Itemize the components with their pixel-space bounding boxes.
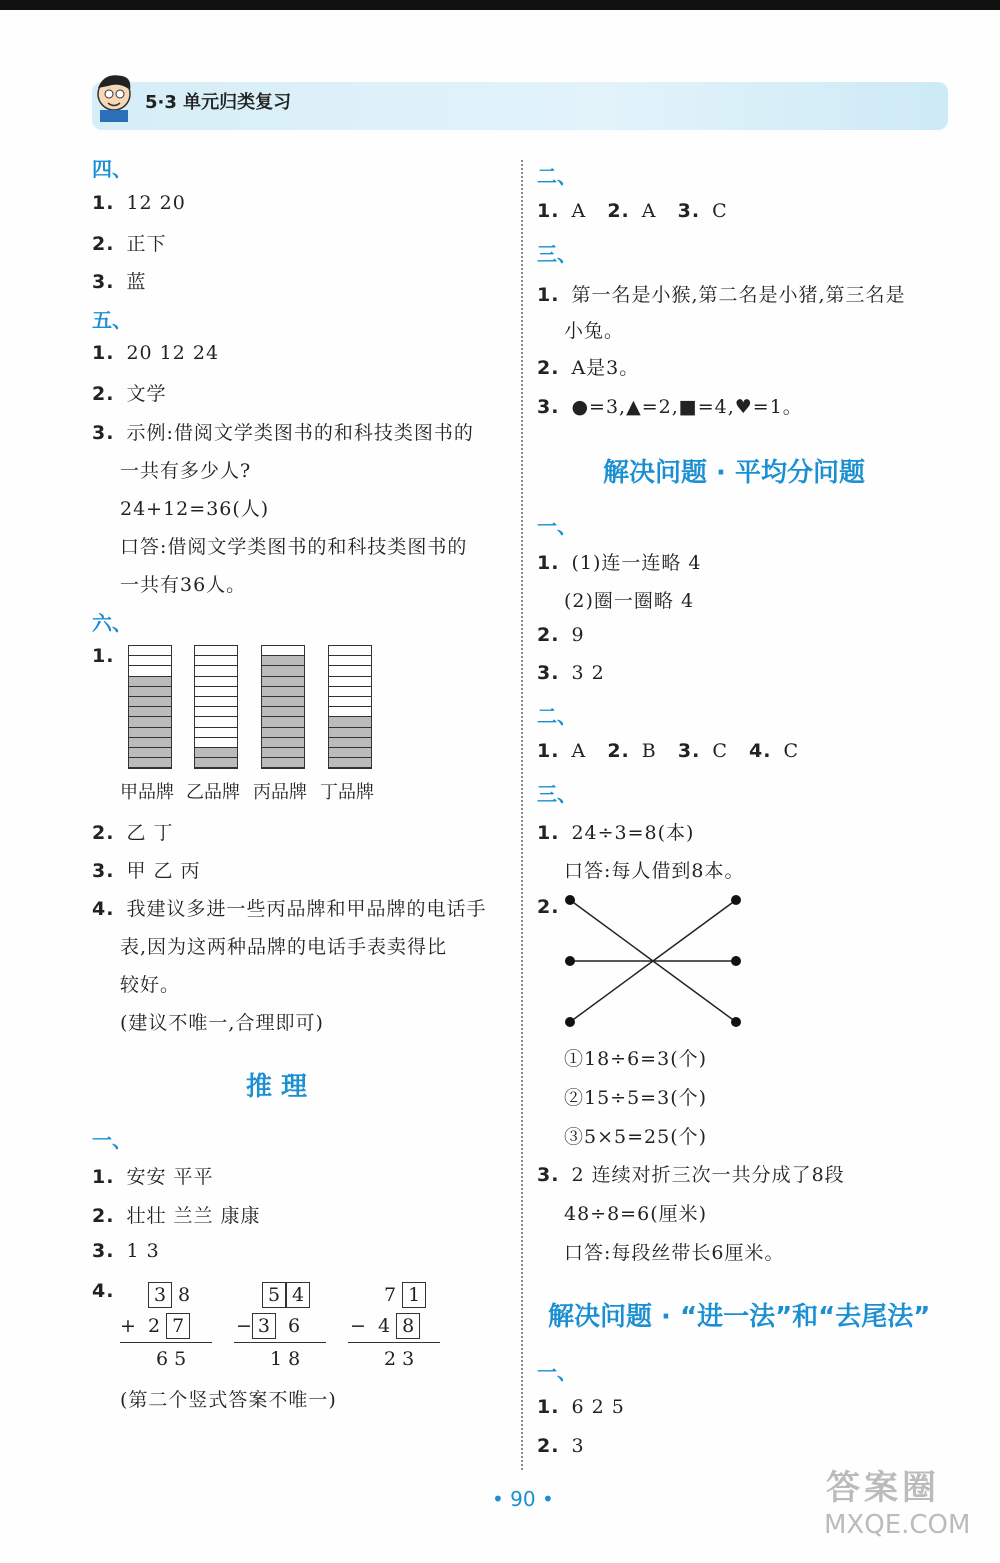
top-edge bbox=[0, 0, 1000, 10]
answer-text: ②15÷5=3(个) bbox=[564, 1087, 708, 1109]
vertical-calc-2-rule bbox=[234, 1342, 326, 1343]
bar-cell bbox=[262, 717, 304, 727]
avg-3-heading: 三、 bbox=[537, 782, 577, 806]
answer-line: 4. bbox=[92, 1280, 115, 1302]
answer-text: 较好。 bbox=[120, 974, 181, 996]
answer-line: 1. 第一名是小猴,第二名是小猪,第三名是 bbox=[537, 284, 906, 306]
answer-text: 一共有多少人? bbox=[120, 460, 252, 482]
bar-column-3 bbox=[261, 645, 305, 769]
answer-line: 2. bbox=[537, 896, 560, 918]
answer-line: 1. (1)连一连略 4 bbox=[537, 552, 702, 574]
answer-line: 1. 6 2 5 bbox=[537, 1396, 625, 1418]
answer-line: 2. 文学 bbox=[92, 383, 167, 405]
bar-cell bbox=[329, 687, 371, 697]
dot bbox=[731, 1017, 741, 1027]
answer-text: 一共有36人。 bbox=[120, 574, 247, 596]
page-header-title: 5·3 单元归类复习 bbox=[145, 92, 292, 113]
bar-cell bbox=[195, 656, 237, 666]
vertical-calc-1-top: 3 8 bbox=[148, 1282, 190, 1308]
vertical-calc-1-rule bbox=[120, 1342, 212, 1343]
bar-cell bbox=[129, 687, 171, 697]
answer-line: 2. 正下 bbox=[92, 233, 167, 255]
answer-line: 2. 3 bbox=[537, 1435, 585, 1457]
brand-label: 丁品牌 bbox=[320, 782, 374, 803]
bar-cell bbox=[195, 677, 237, 687]
bar-cell bbox=[195, 697, 237, 707]
bar-cell bbox=[129, 717, 171, 727]
answer-line: 3. ●=3,▲=2,■=4,♥=1。 bbox=[537, 396, 803, 418]
bar-cell bbox=[195, 738, 237, 748]
answer-line: 2. 乙 丁 bbox=[92, 822, 174, 844]
answer-line: 1. bbox=[92, 645, 115, 667]
answer-line: 3. 甲 乙 丙 bbox=[92, 860, 201, 882]
jinyi-1-heading: 一、 bbox=[537, 1360, 577, 1384]
section-4-heading: 四、 bbox=[92, 157, 132, 181]
bar-column-1 bbox=[128, 645, 172, 769]
vertical-calc-2-result: 1 8 bbox=[270, 1348, 301, 1370]
answer-line: 3. 1 3 bbox=[92, 1240, 160, 1262]
bar-cell bbox=[262, 758, 304, 768]
answer-line: 2. 9 bbox=[537, 624, 585, 646]
answer-text: 口答:每人借到8本。 bbox=[564, 860, 745, 882]
bar-cell bbox=[329, 697, 371, 707]
bar-cell bbox=[195, 707, 237, 717]
vertical-calc-2-mid: − 3 6 bbox=[236, 1315, 301, 1337]
bar-cell bbox=[195, 687, 237, 697]
answer-text: 48÷8=6(厘米) bbox=[564, 1203, 708, 1225]
section-6-heading: 六、 bbox=[92, 611, 132, 635]
answer-text: 表,因为这两种品牌的电话手表卖得比 bbox=[120, 936, 448, 958]
dot bbox=[565, 956, 575, 966]
right-section-2-heading: 二、 bbox=[537, 164, 577, 188]
answer-text: (建议不唯一,合理即可) bbox=[120, 1012, 324, 1034]
vertical-calc-1-mid: + 2 7 bbox=[120, 1313, 190, 1339]
answer-text: 口答:借阅文学类图书的和科技类图书的 bbox=[120, 536, 468, 558]
bar-cell bbox=[329, 666, 371, 676]
jinyi-section-title: 解决问题 · “进一法”和“去尾法” bbox=[548, 1302, 931, 1332]
answer-line: 1. 20 12 24 bbox=[92, 342, 220, 364]
answer-line: 1. 12 20 bbox=[92, 192, 186, 214]
bar-cell bbox=[129, 728, 171, 738]
vertical-calc-1-result: 6 5 bbox=[156, 1348, 187, 1370]
bar-cell bbox=[329, 748, 371, 758]
answer-line: 3. 蓝 bbox=[92, 271, 147, 293]
average-section-title: 解决问题 · 平均分问题 bbox=[603, 458, 865, 488]
bar-column-2 bbox=[194, 645, 238, 769]
answer-line: 2. A是3。 bbox=[537, 357, 640, 379]
bar-cell bbox=[129, 748, 171, 758]
bar-cell bbox=[329, 656, 371, 666]
bar-cell bbox=[129, 697, 171, 707]
vertical-calc-3-rule bbox=[348, 1342, 440, 1343]
bar-cell bbox=[329, 717, 371, 727]
mascot-icon bbox=[86, 68, 146, 122]
dot bbox=[731, 956, 741, 966]
dot bbox=[565, 895, 575, 905]
answer-text: ①18÷6=3(个) bbox=[564, 1048, 708, 1070]
brand-label: 乙品牌 bbox=[186, 782, 240, 803]
bar-cell bbox=[262, 728, 304, 738]
answer-text: ③5×5=25(个) bbox=[564, 1126, 708, 1148]
answer-line: 1. A 2. A 3. C bbox=[537, 200, 728, 222]
vertical-calc-3-top: 7 1 bbox=[384, 1282, 426, 1308]
bar-cell bbox=[129, 738, 171, 748]
answer-line: 3. 2 连续对折三次一共分成了8段 bbox=[537, 1164, 845, 1186]
bar-cell bbox=[129, 656, 171, 666]
answer-line: 1. A 2. B 3. C 4. C bbox=[537, 740, 799, 762]
bar-cell bbox=[129, 646, 171, 656]
bar-cell bbox=[329, 646, 371, 656]
bar-cell bbox=[262, 707, 304, 717]
bar-cell bbox=[262, 697, 304, 707]
tuili-section-title: 推 理 bbox=[246, 1072, 308, 1102]
bar-cell bbox=[195, 728, 237, 738]
right-section-3-heading: 三、 bbox=[537, 242, 577, 266]
vertical-calc-3-result: 2 3 bbox=[384, 1348, 415, 1370]
bar-cell bbox=[329, 707, 371, 717]
answer-line: 2. 壮壮 兰兰 康康 bbox=[92, 1205, 261, 1227]
bar-cell bbox=[329, 728, 371, 738]
vertical-calc-2-top: 5 4 bbox=[262, 1282, 310, 1308]
bar-cell bbox=[262, 646, 304, 656]
bar-cell bbox=[195, 748, 237, 758]
bar-cell bbox=[262, 687, 304, 697]
bar-cell bbox=[195, 758, 237, 768]
answer-line: 3. 示例:借阅文学类图书的和科技类图书的 bbox=[92, 422, 474, 444]
vertical-calc-3-mid: − 4 8 bbox=[350, 1313, 420, 1339]
column-divider bbox=[521, 160, 523, 1470]
bar-cell bbox=[262, 748, 304, 758]
answer-text: (2)圈一圈略 4 bbox=[564, 590, 695, 612]
brand-label: 甲品牌 bbox=[120, 782, 174, 803]
avg-1-heading: 一、 bbox=[537, 514, 577, 538]
bar-cell bbox=[262, 656, 304, 666]
bar-cell bbox=[195, 646, 237, 656]
bar-cell bbox=[129, 666, 171, 676]
page-number: • 90 • bbox=[492, 1487, 554, 1511]
answer-text: 24+12=36(人) bbox=[120, 498, 270, 520]
bar-cell bbox=[129, 707, 171, 717]
answer-note: (第二个竖式答案不唯一) bbox=[120, 1389, 337, 1411]
bar-cell bbox=[195, 666, 237, 676]
watermark-url: MXQE.COM bbox=[824, 1510, 971, 1540]
bar-cell bbox=[195, 717, 237, 727]
answer-line: 1. 安安 平平 bbox=[92, 1166, 214, 1188]
answer-text: 小兔。 bbox=[564, 320, 625, 342]
avg-2-heading: 二、 bbox=[537, 704, 577, 728]
bar-cell bbox=[129, 677, 171, 687]
dot bbox=[731, 895, 741, 905]
bar-cell bbox=[129, 758, 171, 768]
bar-cell bbox=[329, 677, 371, 687]
matching-diagram bbox=[560, 890, 750, 1030]
answer-line: 3. 3 2 bbox=[537, 662, 605, 684]
bar-cell bbox=[329, 758, 371, 768]
answer-line: 4. 我建议多进一些丙品牌和甲品牌的电话手 bbox=[92, 898, 487, 920]
brand-label: 丙品牌 bbox=[253, 782, 307, 803]
bar-cell bbox=[329, 738, 371, 748]
bar-cell bbox=[262, 677, 304, 687]
bar-cell bbox=[262, 666, 304, 676]
answer-text: 口答:每段丝带长6厘米。 bbox=[564, 1242, 785, 1264]
bar-cell bbox=[262, 738, 304, 748]
answer-line: 1. 24÷3=8(本) bbox=[537, 822, 695, 844]
section-5-heading: 五、 bbox=[92, 308, 132, 332]
tuili-1-heading: 一、 bbox=[92, 1128, 132, 1152]
bar-column-4 bbox=[328, 645, 372, 769]
watermark-logo: 答案圈 bbox=[826, 1468, 940, 1508]
dot bbox=[565, 1017, 575, 1027]
